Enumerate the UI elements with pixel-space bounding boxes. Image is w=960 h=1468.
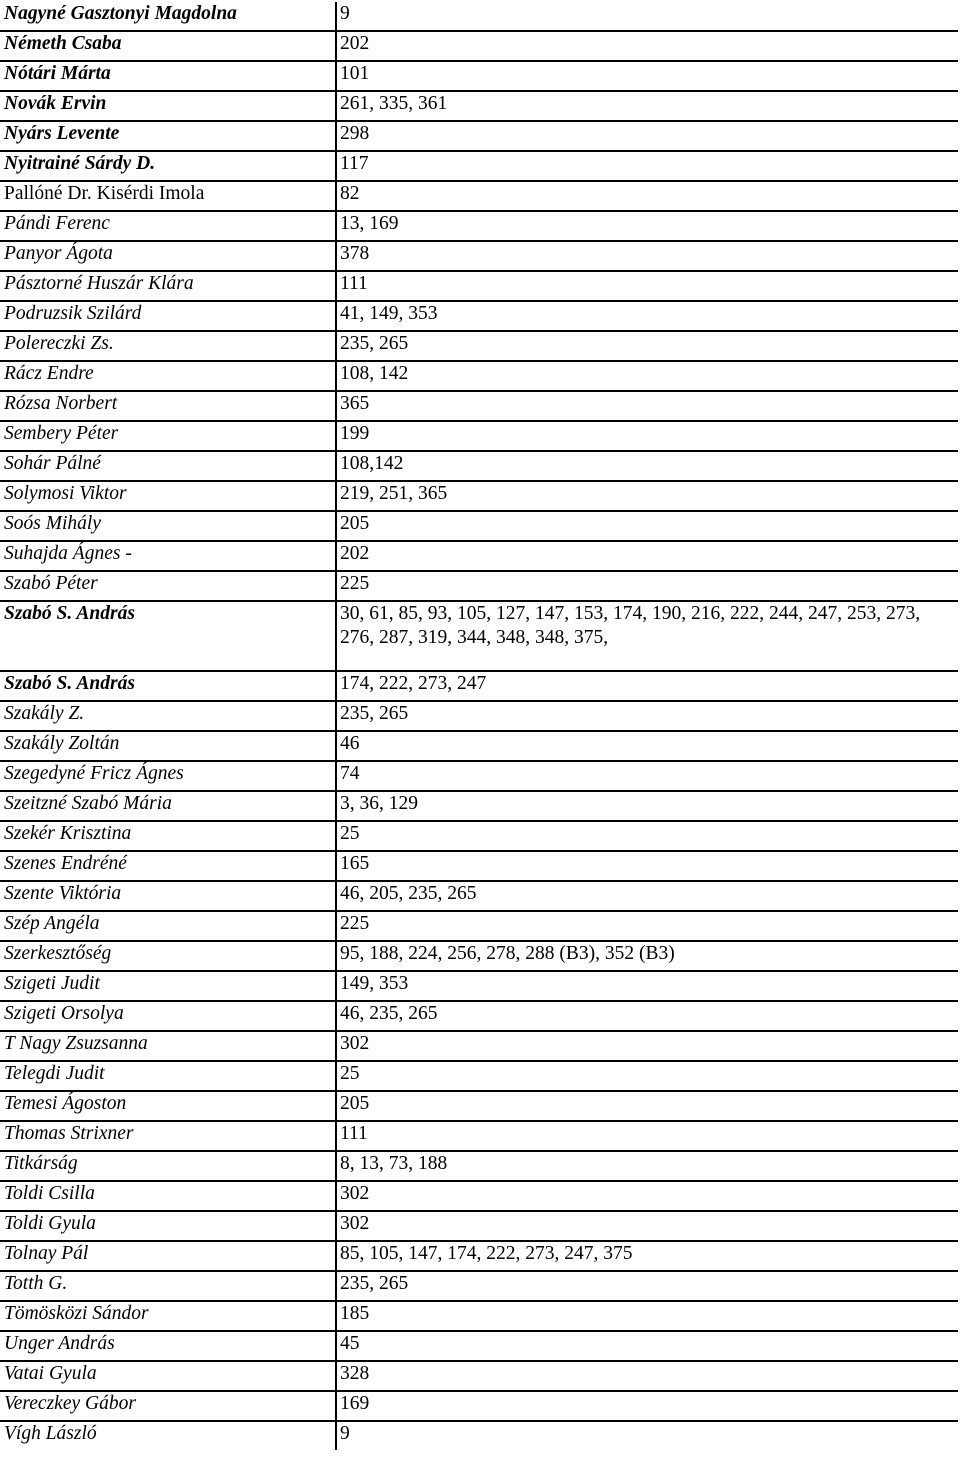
page-numbers: 25 bbox=[336, 821, 958, 851]
table-row bbox=[0, 571, 958, 601]
table-row bbox=[0, 1331, 958, 1361]
table-row bbox=[0, 1421, 958, 1450]
table-row bbox=[0, 361, 958, 391]
author-name: Toldi Csilla bbox=[0, 1181, 336, 1211]
author-name: Szabó Péter bbox=[0, 571, 336, 601]
table-row bbox=[0, 151, 958, 181]
page-numbers: 45 bbox=[336, 1331, 958, 1361]
author-name: Szabó S. András bbox=[0, 671, 336, 701]
author-name: Soós Mihály bbox=[0, 511, 336, 541]
author-name: Németh Csaba bbox=[0, 31, 336, 61]
author-index-body bbox=[0, 2, 958, 1450]
page-numbers: 202 bbox=[336, 31, 958, 61]
page-numbers: 111 bbox=[336, 271, 958, 301]
page-numbers: 8, 13, 73, 188 bbox=[336, 1151, 958, 1181]
page-numbers: 328 bbox=[336, 1361, 958, 1391]
author-name: Pallóné Dr. Kisérdi Imola bbox=[0, 181, 336, 211]
table-row bbox=[0, 1301, 958, 1331]
page-numbers: 225 bbox=[336, 571, 958, 601]
table-row bbox=[0, 1391, 958, 1421]
author-name: Polereczki Zs. bbox=[0, 331, 336, 361]
author-name: Tömösközi Sándor bbox=[0, 1301, 336, 1331]
author-name: Vereczkey Gábor bbox=[0, 1391, 336, 1421]
table-row bbox=[0, 971, 958, 1001]
author-index-table bbox=[0, 2, 958, 1450]
table-row bbox=[0, 1091, 958, 1121]
page-numbers: 149, 353 bbox=[336, 971, 958, 1001]
page-numbers: 219, 251, 365 bbox=[336, 481, 958, 511]
table-row bbox=[0, 731, 958, 761]
author-name: Szerkesztőség bbox=[0, 941, 336, 971]
page-numbers: 85, 105, 147, 174, 222, 273, 247, 375 bbox=[336, 1241, 958, 1271]
page-numbers: 199 bbox=[336, 421, 958, 451]
page-numbers: 185 bbox=[336, 1301, 958, 1331]
page-numbers: 9 bbox=[336, 2, 958, 31]
author-name: Nótári Márta bbox=[0, 61, 336, 91]
author-name: Sohár Pálné bbox=[0, 451, 336, 481]
page-numbers: 205 bbox=[336, 1091, 958, 1121]
author-name: Telegdi Judit bbox=[0, 1061, 336, 1091]
author-name: Szakály Z. bbox=[0, 701, 336, 731]
table-row bbox=[0, 821, 958, 851]
table-row bbox=[0, 481, 958, 511]
author-name: Totth G. bbox=[0, 1271, 336, 1301]
table-row bbox=[0, 1241, 958, 1271]
page-numbers: 46, 205, 235, 265 bbox=[336, 881, 958, 911]
author-name: Solymosi Viktor bbox=[0, 481, 336, 511]
page-numbers: 365 bbox=[336, 391, 958, 421]
table-row bbox=[0, 2, 958, 31]
table-row bbox=[0, 1361, 958, 1391]
author-name: Szigeti Judit bbox=[0, 971, 336, 1001]
author-name: Szakály Zoltán bbox=[0, 731, 336, 761]
author-name: Szegedyné Fricz Ágnes bbox=[0, 761, 336, 791]
page-numbers: 9 bbox=[340, 1423, 350, 1444]
table-row bbox=[0, 421, 958, 451]
page-numbers: 302 bbox=[336, 1211, 958, 1241]
page-numbers: 46 bbox=[336, 731, 958, 761]
table-row bbox=[0, 1031, 958, 1061]
page-numbers: 74 bbox=[336, 761, 958, 791]
table-row bbox=[0, 911, 958, 941]
author-name: Rácz Endre bbox=[0, 361, 336, 391]
author-name: Szigeti Orsolya bbox=[0, 1001, 336, 1031]
page-numbers: 108, 142 bbox=[336, 361, 958, 391]
author-name: Toldi Gyula bbox=[0, 1211, 336, 1241]
table-row bbox=[0, 1211, 958, 1241]
author-name: Vatai Gyula bbox=[0, 1361, 336, 1391]
table-row bbox=[0, 851, 958, 881]
page-numbers: 302 bbox=[336, 1181, 958, 1211]
author-name: Tolnay Pál bbox=[0, 1241, 336, 1271]
page-numbers: 30, 61, 85, 93, 105, 127, 147, 153, 174, 190, 216, 222, 244, 247, 253, 273, 276, 287, 319, 344, 348, 348, 375, bbox=[336, 601, 958, 671]
author-name: Titkárság bbox=[0, 1151, 336, 1181]
page-numbers: 235, 265 bbox=[336, 1271, 958, 1301]
author-name: Nagyné Gasztonyi Magdolna bbox=[0, 2, 336, 31]
author-name: T Nagy Zsuzsanna bbox=[0, 1031, 336, 1061]
table-row bbox=[0, 1181, 958, 1211]
author-name: Thomas Strixner bbox=[0, 1121, 336, 1151]
page-numbers: 302 bbox=[336, 1031, 958, 1061]
page-numbers: 169 bbox=[336, 1391, 958, 1421]
page-numbers: 111 bbox=[336, 1121, 958, 1151]
page-numbers: 298 bbox=[336, 121, 958, 151]
author-name: Temesi Ágoston bbox=[0, 1091, 336, 1121]
page-numbers: 41, 149, 353 bbox=[336, 301, 958, 331]
author-name: Szenes Endréné bbox=[0, 851, 336, 881]
page-numbers: 82 bbox=[336, 181, 958, 211]
page-numbers: 235, 265 bbox=[336, 331, 958, 361]
table-row bbox=[0, 91, 958, 121]
author-name: Pándi Ferenc bbox=[0, 211, 336, 241]
page-numbers: 101 bbox=[336, 61, 958, 91]
author-name: Szép Angéla bbox=[0, 911, 336, 941]
author-name: Pásztorné Huszár Klára bbox=[0, 271, 336, 301]
table-row bbox=[0, 601, 958, 671]
table-row bbox=[0, 761, 958, 791]
page-numbers: 205 bbox=[336, 511, 958, 541]
page-numbers: 235, 265 bbox=[336, 701, 958, 731]
table-row bbox=[0, 1271, 958, 1301]
table-row bbox=[0, 61, 958, 91]
table-row bbox=[0, 541, 958, 571]
table-row bbox=[0, 331, 958, 361]
author-name: Vígh László bbox=[0, 1421, 336, 1450]
table-row bbox=[0, 31, 958, 61]
table-row bbox=[0, 1001, 958, 1031]
author-name: Podruzsik Szilárd bbox=[0, 301, 336, 331]
table-row bbox=[0, 301, 958, 331]
table-row bbox=[0, 121, 958, 151]
table-row bbox=[0, 1121, 958, 1151]
author-name: Unger András bbox=[0, 1331, 336, 1361]
author-name: Szente Viktória bbox=[0, 881, 336, 911]
author-name: Szekér Krisztina bbox=[0, 821, 336, 851]
page-numbers: 95, 188, 224, 256, 278, 288 (B3), 352 (B3) bbox=[336, 941, 958, 971]
page-numbers: 225 bbox=[336, 911, 958, 941]
page-numbers: 261, 335, 361 bbox=[336, 91, 958, 121]
page-numbers: 378 bbox=[336, 241, 958, 271]
table-row bbox=[0, 181, 958, 211]
table-row bbox=[0, 241, 958, 271]
author-name: Panyor Ágota bbox=[0, 241, 336, 271]
table-row bbox=[0, 791, 958, 821]
author-name: Novák Ervin bbox=[0, 91, 336, 121]
table-row bbox=[0, 211, 958, 241]
author-name: Nyitrainé Sárdy D. bbox=[0, 151, 336, 181]
table-row bbox=[0, 881, 958, 911]
page-numbers: 165 bbox=[336, 851, 958, 881]
author-name: Sembery Péter bbox=[0, 421, 336, 451]
table-row bbox=[0, 511, 958, 541]
author-name: Szabó S. András bbox=[0, 601, 336, 671]
page-numbers: 25 bbox=[336, 1061, 958, 1091]
table-row bbox=[0, 391, 958, 421]
table-row bbox=[0, 1151, 958, 1181]
table-row bbox=[0, 451, 958, 481]
page-numbers: 108,142 bbox=[336, 451, 958, 481]
author-name: Suhajda Ágnes - bbox=[0, 541, 336, 571]
table-row bbox=[0, 701, 958, 731]
page-numbers: 13, 169 bbox=[336, 211, 958, 241]
page-numbers: 46, 235, 265 bbox=[336, 1001, 958, 1031]
table-row bbox=[0, 271, 958, 301]
table-row bbox=[0, 941, 958, 971]
table-row bbox=[0, 671, 958, 701]
table-row bbox=[0, 1061, 958, 1091]
page-numbers: 3, 36, 129 bbox=[336, 791, 958, 821]
page-numbers: 174, 222, 273, 247 bbox=[336, 671, 958, 701]
page-numbers: 117 bbox=[336, 151, 958, 181]
author-name: Rózsa Norbert bbox=[0, 391, 336, 421]
page-numbers: 202 bbox=[336, 541, 958, 571]
author-name: Nyárs Levente bbox=[0, 121, 336, 151]
author-name: Szeitzné Szabó Mária bbox=[0, 791, 336, 821]
